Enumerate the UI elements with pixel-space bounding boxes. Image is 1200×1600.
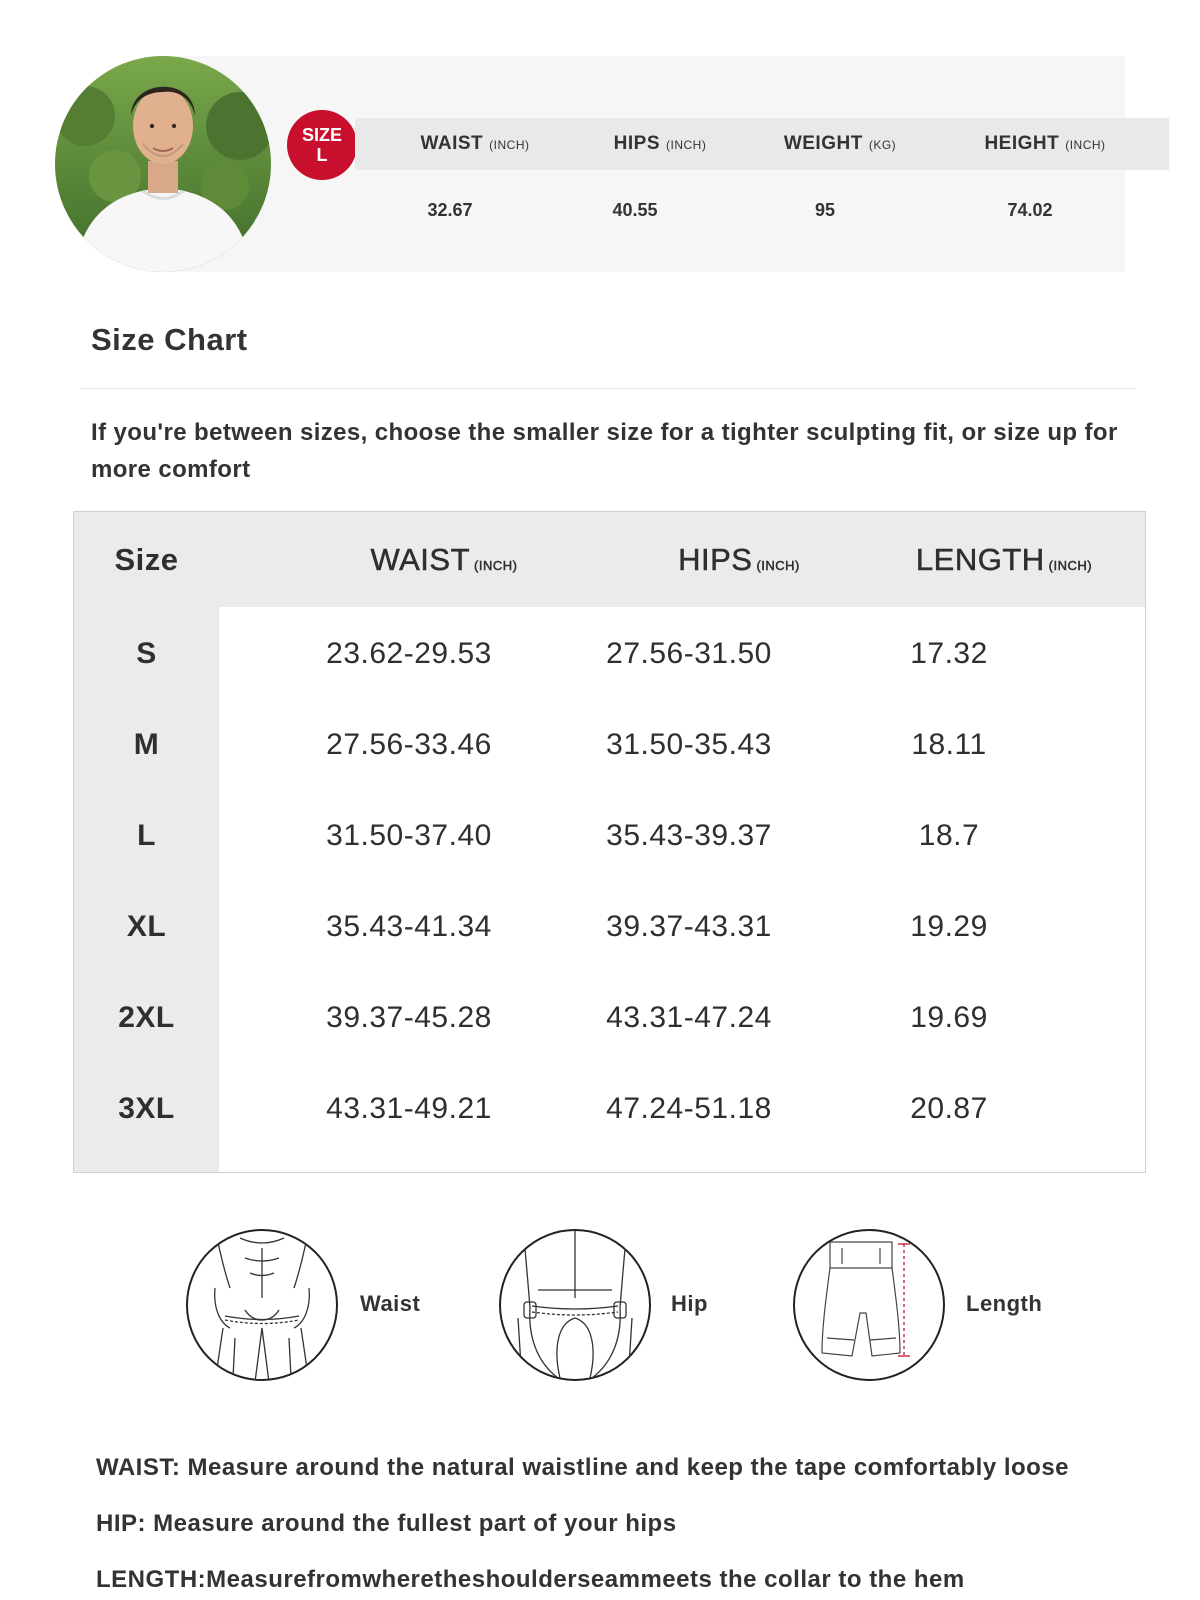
size-badge-label: SIZE bbox=[301, 125, 342, 145]
hips-cell: 43.31-47.24 bbox=[606, 1001, 772, 1034]
model-spec-header bbox=[355, 118, 1169, 170]
hip-measure-note: HIP: Measure around the fullest part of your hips bbox=[96, 1510, 677, 1537]
spec-header-unit: (KG) bbox=[868, 138, 897, 152]
spec-value-hips: 40.55 bbox=[612, 200, 658, 220]
length-measure-illustration bbox=[792, 1228, 946, 1382]
spec-value-weight: 95 bbox=[814, 200, 836, 220]
hip-measure-illustration bbox=[498, 1228, 652, 1382]
hips-cell: 35.43-39.37 bbox=[606, 819, 772, 852]
spec-header-label: WAIST bbox=[420, 133, 484, 154]
model-spec-values bbox=[355, 170, 1169, 250]
length-cell: 19.69 bbox=[910, 1001, 988, 1034]
spec-header-label: HIPS bbox=[613, 133, 661, 154]
length-measure-note: LENGTH:Measurefromwheretheshoulderseammeets the collar to the hem bbox=[96, 1566, 965, 1593]
header-unit: (INCH) bbox=[1048, 558, 1093, 573]
spec-header-waist bbox=[375, 118, 575, 171]
fit-advice-text: If you're between sizes, choose the smaller size for a tighter sculpting fit, or size up for more comfort bbox=[91, 419, 1118, 483]
spec-value-height: 74.02 bbox=[1007, 200, 1053, 220]
waist-cell: 35.43-41.34 bbox=[326, 910, 492, 943]
spec-value-waist: 32.67 bbox=[427, 200, 473, 220]
model-size-card bbox=[55, 56, 1125, 272]
length-cell: 18.11 bbox=[911, 728, 987, 761]
waist-illustration-label: Waist bbox=[360, 1291, 421, 1316]
header-waist bbox=[339, 512, 549, 613]
size-cell: M bbox=[133, 728, 160, 761]
length-cell: 19.29 bbox=[910, 910, 988, 943]
waist-cell: 43.31-49.21 bbox=[326, 1092, 492, 1125]
model-photo bbox=[55, 56, 271, 272]
size-cell: L bbox=[137, 819, 156, 852]
length-cell: 20.87 bbox=[910, 1092, 988, 1125]
spec-header-unit: (INCH) bbox=[1065, 138, 1106, 152]
hips-cell: 47.24-51.18 bbox=[606, 1092, 772, 1125]
length-cell: 18.7 bbox=[918, 819, 980, 852]
header-label: HIPS bbox=[678, 542, 753, 577]
spec-header-weight bbox=[740, 118, 940, 171]
header-label: WAIST bbox=[370, 542, 471, 577]
hips-cell: 39.37-43.31 bbox=[606, 910, 772, 943]
waist-measure-note: WAIST: Measure around the natural waistline and keep the tape comfortably loose bbox=[96, 1454, 1070, 1481]
waist-cell: 39.37-45.28 bbox=[326, 1001, 492, 1034]
waist-cell: 27.56-33.46 bbox=[326, 728, 492, 761]
size-cell: 2XL bbox=[118, 1001, 175, 1034]
hip-illustration-label: Hip bbox=[671, 1291, 708, 1316]
length-illustration-label: Length bbox=[966, 1291, 1043, 1316]
spec-header-label: WEIGHT bbox=[783, 133, 863, 154]
size-cell: S bbox=[136, 637, 157, 670]
spec-header-hips bbox=[560, 118, 760, 171]
header-length bbox=[874, 512, 1134, 613]
hips-cell: 27.56-31.50 bbox=[606, 637, 772, 670]
spec-header-label: HEIGHT bbox=[984, 133, 1060, 154]
header-unit: (INCH) bbox=[756, 558, 800, 573]
header-unit: (INCH) bbox=[474, 558, 518, 573]
hips-cell: 31.50-35.43 bbox=[606, 728, 772, 761]
waist-measure-illustration bbox=[185, 1228, 339, 1382]
spec-header-unit: (INCH) bbox=[666, 138, 707, 152]
header-label: LENGTH bbox=[915, 542, 1045, 577]
spec-header-unit: (INCH) bbox=[489, 138, 530, 152]
length-cell: 17.32 bbox=[910, 637, 988, 670]
size-badge bbox=[287, 110, 357, 180]
title-divider bbox=[80, 388, 1135, 389]
size-chart-title: Size Chart bbox=[91, 322, 248, 357]
size-badge-value: L bbox=[316, 145, 328, 165]
spec-header-height bbox=[945, 118, 1145, 171]
waist-cell: 31.50-37.40 bbox=[326, 819, 492, 852]
size-table bbox=[73, 511, 1146, 1173]
header-size: Size bbox=[114, 542, 179, 577]
size-cell: XL bbox=[126, 910, 167, 943]
size-cell: 3XL bbox=[118, 1092, 175, 1125]
header-hips bbox=[634, 512, 844, 613]
waist-cell: 23.62-29.53 bbox=[326, 637, 492, 670]
